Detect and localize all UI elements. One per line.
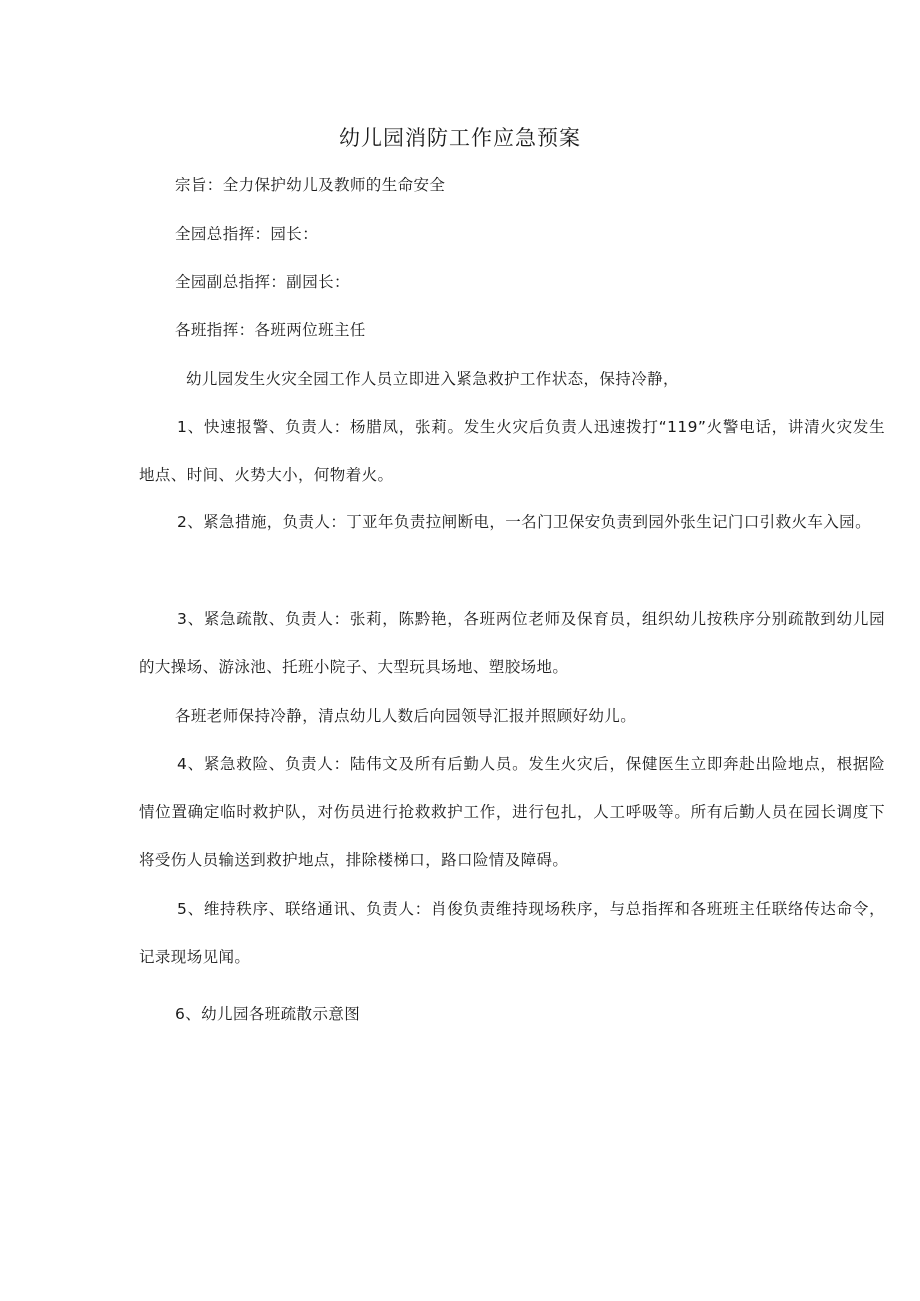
item-1-paragraph: 1、快速报警、负责人：杨腊凤，张莉。发生火灾后负责人迅速拨打“119”火警电话，讲清火灾发生地点、时间、火势大小，何物着火。: [139, 418, 885, 484]
document-title: 幼儿园消防工作应急预案: [339, 126, 581, 150]
item-3-note: 各班老师保持冷静，清点幼儿人数后向园领导汇报并照顾好幼儿。: [175, 707, 637, 725]
item-3-paragraph: 3、紧急疏散、负责人：张莉，陈黔艳，各班两位老师及保育员，组织幼儿按秩序分别疏散到幼儿园的大操场、游泳池、托班小院子、大型玩具场地、塑胶场地。: [139, 610, 885, 676]
class-commanders-line: 各班指挥：各班两位班主任: [175, 321, 366, 339]
item-6-line: 6、幼儿园各班疏散示意图: [175, 1005, 361, 1023]
purpose-line: 宗旨：全力保护幼儿及教师的生命安全: [175, 176, 446, 194]
intro-paragraph: 幼儿园发生火灾全园工作人员立即进入紧急救护工作状态，保持冷静，: [186, 370, 679, 388]
item-5-paragraph: 5、维持秩序、联络通讯、负责人：肖俊负责维持现场秩序，与总指挥和各班班主任联络传达命令，记录现场见闻。: [139, 900, 885, 966]
item-2-paragraph: 2、紧急措施，负责人：丁亚年负责拉闸断电，一名门卫保安负责到园外张生记门口引救火车入园。: [177, 513, 871, 531]
deputy-commander-line: 全园副总指挥：副园长：: [175, 273, 350, 291]
item-4-paragraph: 4、紧急救险、负责人：陆伟文及所有后勤人员。发生火灾后，保健医生立即奔赴出险地点，根据险情位置确定临时救护队，对伤员进行抢救救护工作，进行包扎，人工呼吸等。所有后勤人员在园长调度下将受伤人员输送到救护地点，排除楼梯口，路口险情及障碍。: [139, 755, 885, 869]
chief-commander-line: 全园总指挥：园长：: [175, 225, 319, 243]
